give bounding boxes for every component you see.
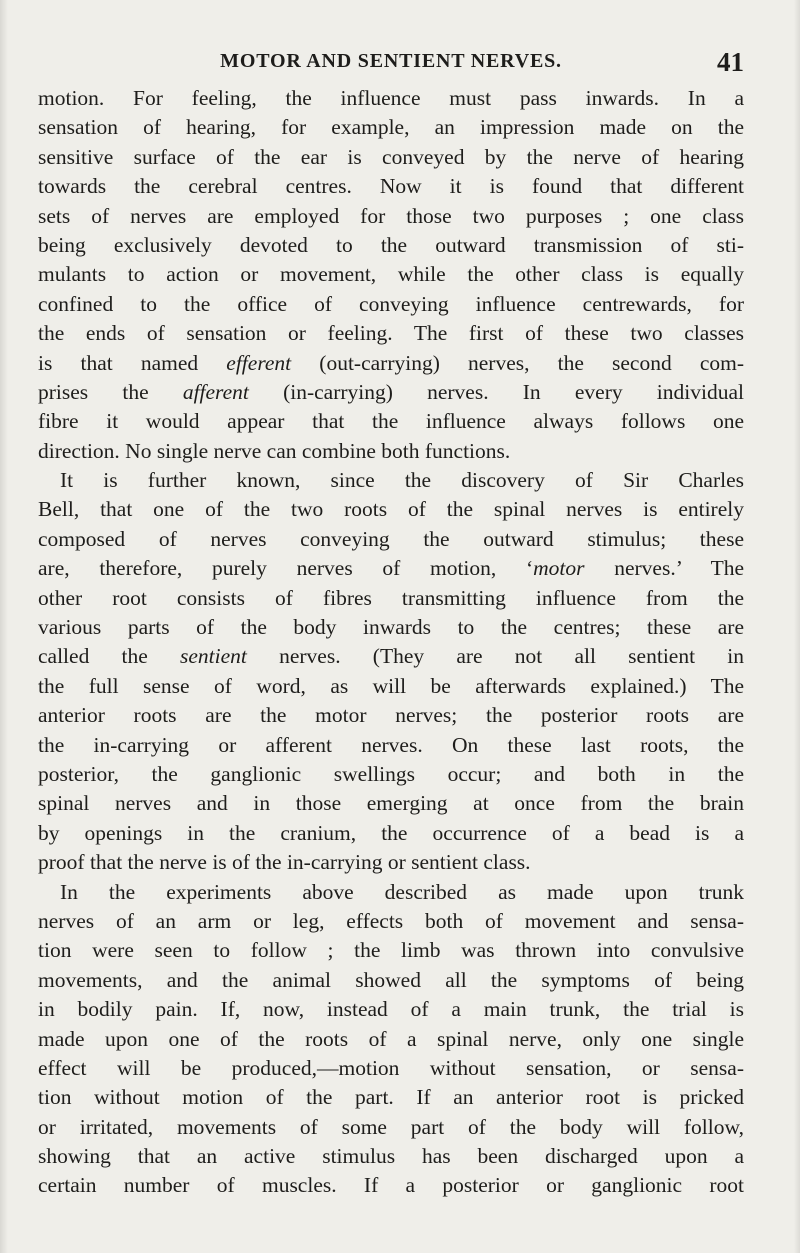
text-line: mulants to action or movement, while the other class is equally xyxy=(38,262,744,287)
italic-term: efferent xyxy=(226,350,292,375)
text-line: by openings in the cranium, the occurrence of a bead is a xyxy=(38,820,744,845)
text-line: in bodily pain. If, now, instead of a main trunk, the trial is xyxy=(38,997,744,1022)
text-line: made upon one of the roots of a spinal nerve, only one single xyxy=(38,1026,744,1051)
text-line: anterior roots are the motor nerves; the posterior roots are xyxy=(38,703,744,728)
text-line: confined to the office of conveying influence centrewards, for xyxy=(38,291,744,316)
italic-term: sentient xyxy=(180,644,247,669)
text-line: sensitive surface of the ear is conveyed by the nerve of hearing xyxy=(38,144,744,169)
text-line: It is further known, since the discovery of Sir Charles xyxy=(60,468,744,493)
text-line: tion without motion of the part. If an anterior root is pricked xyxy=(38,1085,744,1110)
text-line: tion were seen to follow ; the limb was thrown into convulsive xyxy=(38,938,744,963)
running-head: MOTOR AND SENTIENT NERVES. xyxy=(220,50,562,72)
text-line: or irritated, movements of some part of the body will follow, xyxy=(38,1114,744,1139)
text-line: proof that the nerve is of the in-carrying or sentient class. xyxy=(38,850,531,875)
page-left-shadow xyxy=(0,0,8,1253)
text-line xyxy=(38,349,744,378)
text-span: (out-carrying) nerves, the second com- xyxy=(291,350,744,375)
page-right-edge xyxy=(794,0,800,1253)
text-line: towards the cerebral centres. Now it is found that different xyxy=(38,174,744,199)
text-line: other root consists of fibres transmitting influence from the xyxy=(38,585,744,610)
text-line: Bell, that one of the two roots of the spinal nerves is entirely xyxy=(38,497,744,522)
text-line: the full sense of word, as will be afterwards explained.) The xyxy=(38,673,744,698)
text-line: composed of nerves conveying the outward stimulus; these xyxy=(38,526,744,551)
text-line: the ends of sensation or feeling. The first of these two classes xyxy=(38,321,744,346)
text-line xyxy=(38,642,744,671)
text-line: effect will be produced,—motion without sensation, or sensa- xyxy=(38,1055,744,1080)
text-line: In the experiments above described as made upon trunk xyxy=(60,879,744,904)
text-line: showing that an active stimulus has been discharged upon a xyxy=(38,1144,744,1169)
text-line: motion. For feeling, the influence must pass inwards. In a xyxy=(38,86,744,110)
italic-term: afferent xyxy=(182,379,249,404)
text-line: nerves of an arm or leg, effects both of movement and sensa- xyxy=(38,908,744,933)
text-span: called the xyxy=(38,644,181,669)
text-line xyxy=(38,554,744,583)
text-line: being exclusively devoted to the outward transmission of sti- xyxy=(38,232,744,257)
page-number: 41 xyxy=(717,47,744,77)
text-line: posterior, the ganglionic swellings occur; and both in the xyxy=(38,761,744,786)
text-line: sets of nerves are employed for those two purposes ; one class xyxy=(38,203,744,228)
text-span: is that named xyxy=(38,350,227,375)
text-span: nerves.’ The xyxy=(584,556,744,581)
text-line xyxy=(38,378,744,407)
text-line: fibre it would appear that the influence always follows one xyxy=(38,409,744,434)
text-line: sensation of hearing, for example, an impression made on the xyxy=(38,115,744,140)
text-line: spinal nerves and in those emerging at once from the brain xyxy=(38,791,744,816)
body-text xyxy=(38,84,744,1201)
text-span: nerves. (They are not all sentient in xyxy=(246,644,744,669)
page-header xyxy=(38,47,744,80)
text-span: are, therefore, purely nerves of motion, ‘ xyxy=(38,556,534,581)
text-line: various parts of the body inwards to the centres; these are xyxy=(38,615,744,640)
text-line: certain number of muscles. If a posterior or ganglionic root xyxy=(38,1173,744,1198)
italic-term: motor xyxy=(533,556,585,581)
text-line: movements, and the animal showed all the symptoms of being xyxy=(38,967,744,992)
text-span: prises the xyxy=(38,379,183,404)
text-span: (in-carrying) nerves. In every individual xyxy=(248,379,744,404)
text-line: the in-carrying or afferent nerves. On these last roots, the xyxy=(38,732,744,757)
text-line: direction. No single nerve can combine both functions. xyxy=(38,438,511,463)
